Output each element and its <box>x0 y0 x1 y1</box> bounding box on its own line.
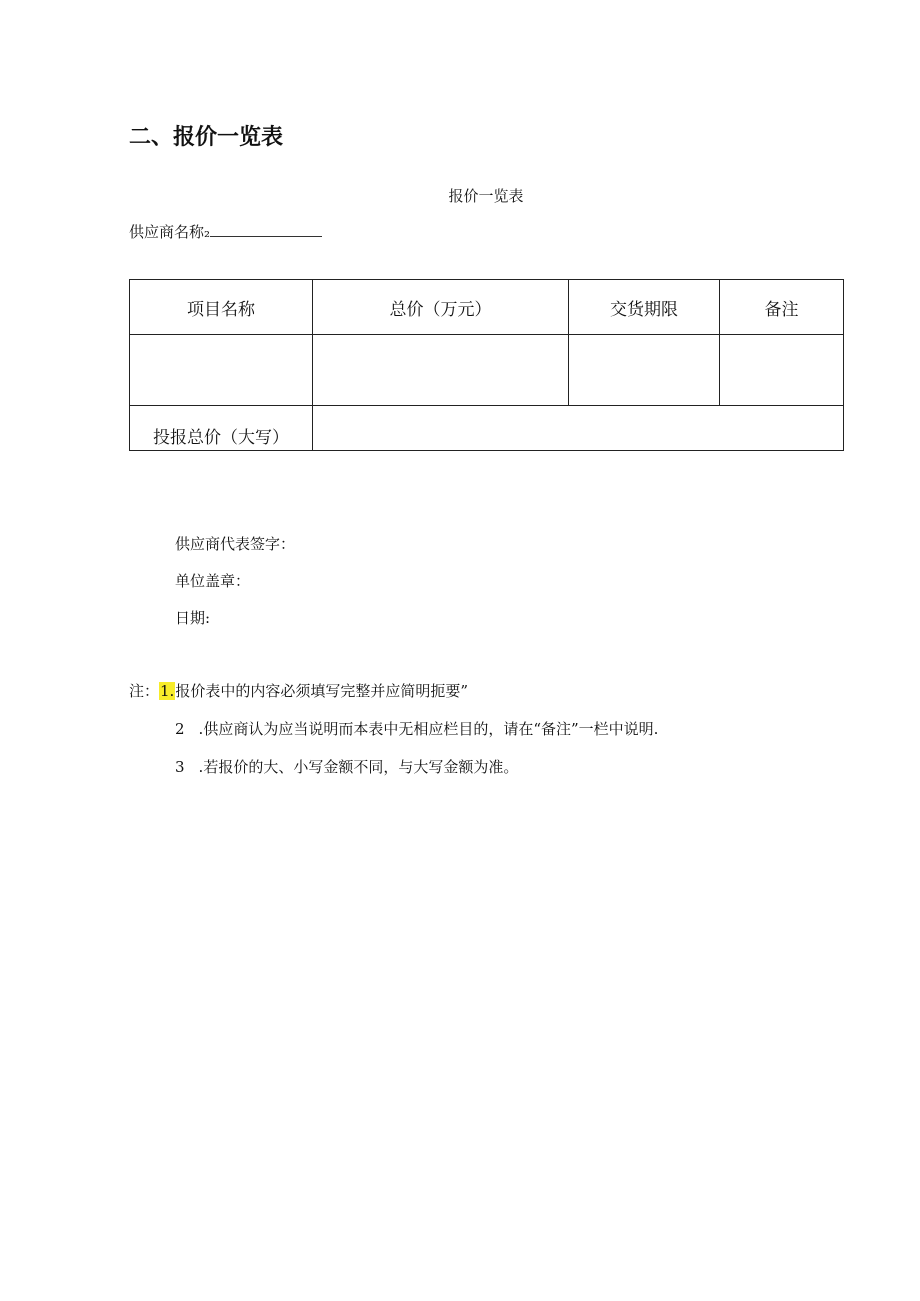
date-label: 日期: <box>175 609 211 627</box>
notes-prefix: 注： <box>129 682 160 700</box>
total-row <box>130 406 844 451</box>
document-title: 报价一览表 <box>448 187 524 205</box>
note-1-text: 报价表中的内容必须填写完整并应简明扼要” <box>175 682 468 700</box>
supplier-name-line <box>129 221 322 242</box>
header-total-price: 总价（万元） <box>313 280 569 335</box>
table-row <box>130 335 844 406</box>
total-price-value[interactable] <box>313 406 844 451</box>
header-remarks: 备注 <box>720 280 844 335</box>
cell-project-name[interactable] <box>130 335 313 406</box>
note-item-1 <box>129 680 468 701</box>
table-header-row <box>130 280 844 335</box>
header-project-name: 项目名称 <box>130 280 313 335</box>
cell-delivery-period[interactable] <box>569 335 720 406</box>
note-item-2 <box>175 718 658 739</box>
section-heading: 二、报价一览表 <box>129 125 284 150</box>
cell-total-price[interactable] <box>313 335 569 406</box>
cell-remarks[interactable] <box>720 335 844 406</box>
note-item-3 <box>175 756 518 777</box>
header-delivery-period: 交货期限 <box>569 280 720 335</box>
unit-seal-label: 单位盖章： <box>175 572 251 590</box>
total-price-label: 投报总价（大写） <box>130 406 313 451</box>
note-2-number: 2 <box>175 720 185 738</box>
note-2-text: .供应商认为应当说明而本表中无相应栏目的，请在“备注”一栏中说明. <box>198 720 659 738</box>
supplier-name-label: 供应商名称₂ <box>129 223 211 241</box>
supplier-name-blank[interactable] <box>210 222 322 237</box>
note-3-text: .若报价的大、小写金额不同，与大写金额为准。 <box>198 758 519 776</box>
note-3-number: 3 <box>175 758 185 776</box>
quote-table <box>129 279 844 451</box>
note-1-number: 1. <box>160 682 175 700</box>
representative-signature-label: 供应商代表签字： <box>175 535 296 553</box>
